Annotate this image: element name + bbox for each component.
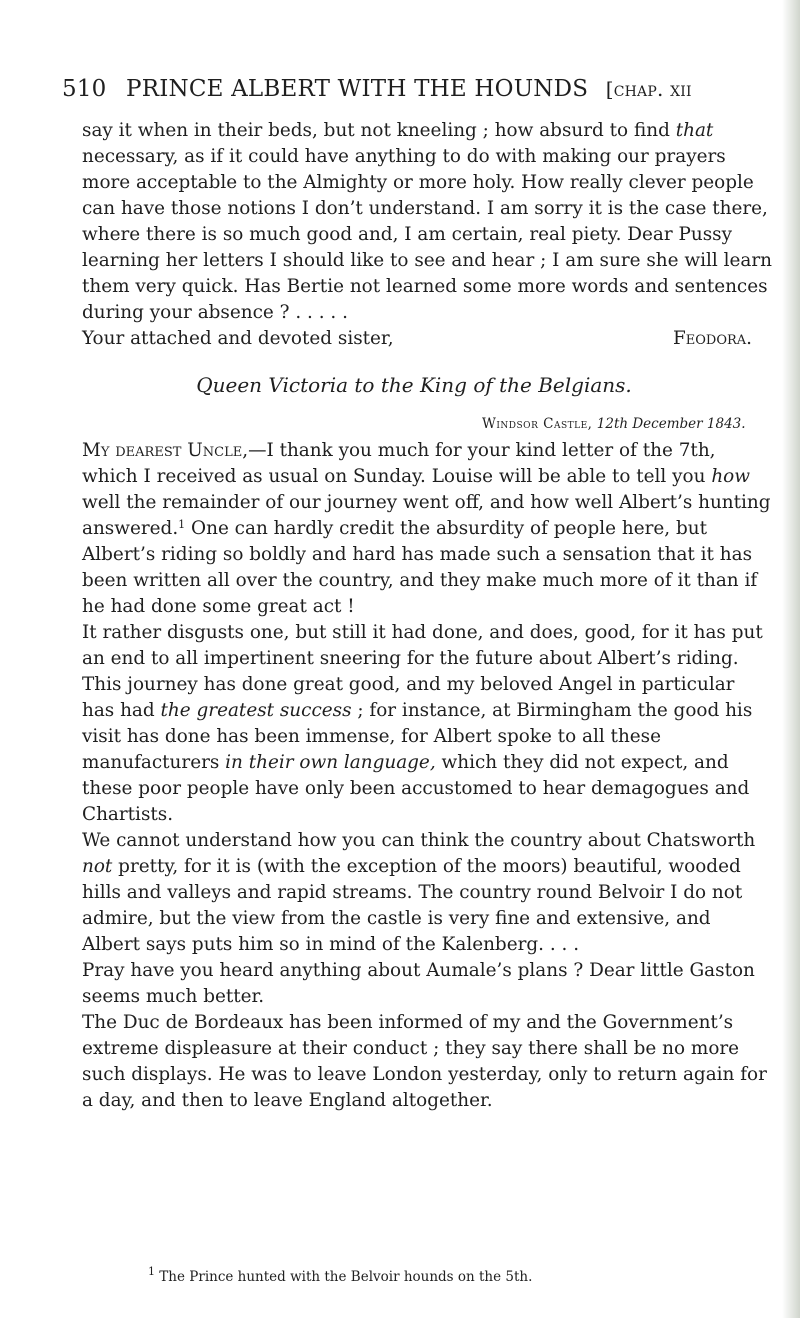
signature-name: Feodora. <box>672 328 752 349</box>
paragraph-2: It rather disgusts one, but still it had done, and does, good, for it has put an end to all impertinent sneering for the future about Albert’s riding. This journey has done great good, and my beloved Angel in particular has had the greatest success ; for instance, at Birmingham the good his visit has done has been immense, for Albert spoke to all these manufacturers in their own language, which they did not expect, and these poor people have only been accustomed to hear demagogues and Chartists. <box>82 622 763 825</box>
page-edge-shadow <box>782 0 800 1318</box>
signature-line <box>82 326 752 352</box>
continuation-paragraph: say it when in their beds, but not kneeling ; how absurd to find that necessary, as if it could have anything to do with making our prayers more acceptable to the Almighty or more holy. How really clever people can have those notions I don’t understand. I am sorry it is the case there, where there is so much good and, I am certain, real piety. Dear Pussy learning her letters I should like to see and hear ; I am sure she will learn them very quick. Has Bertie not learned some more words and sentences during your absence ? . . . . . <box>82 120 772 323</box>
footnote <box>148 1265 533 1285</box>
closing: Your attached and devoted sister, <box>82 328 394 349</box>
footnote-mark: 1 <box>148 1265 155 1278</box>
dateline <box>482 416 746 432</box>
footnote-ref: 1 <box>178 518 186 531</box>
footnote-text: The Prince hunted with the Belvoir hounds on the 5th. <box>159 1269 533 1285</box>
salutation: My dearest Uncle, <box>82 440 249 461</box>
chapter-marker: [chap. xii <box>605 77 692 101</box>
letter-body <box>82 438 772 1114</box>
paragraph-1: My dearest Uncle,—I thank you much for your kind letter of the 7th, which I received as usual on Sunday. Louise will be able to tell you how well the remainder of our journey went off, and how well Albert’s hunting answered.$^1$ One can hardly credit the absurdity of people here, but Albert’s riding so boldly and hard has made such a sensation that it has been written all over the country, and they make much more of it than if he had done some great act ! <box>82 440 771 617</box>
letter-continuation <box>82 118 772 352</box>
paragraph-4: Pray have you heard anything about Aumale’s plans ? Dear little Gaston seems much better. <box>82 960 755 1007</box>
dateline-place: Windsor Castle, <box>482 416 593 432</box>
page-number: 510 <box>62 76 107 102</box>
running-head <box>62 76 762 102</box>
running-title: PRINCE ALBERT WITH THE HOUNDS <box>126 76 589 102</box>
letter-heading: Queen Victoria to the King of the Belgians. <box>196 373 632 397</box>
paragraph-5: The Duc de Bordeaux has been informed of my and the Government’s extreme displeasure at their conduct ; they say there shall be no more such displays. He was to leave London yesterday, only to return again for a day, and then to leave England altogether. <box>82 1012 767 1111</box>
dateline-date: 12th December 1843. <box>596 416 746 432</box>
paragraph-3: We cannot understand how you can think the country about Chatsworth not pretty, for it is (with the exception of the moors) beautiful, wooded hills and valleys and rapid streams. The country round Belvoir I do not admire, but the view from the castle is very fine and extensive, and Albert says puts him so in mind of the Kalenberg. . . . <box>82 830 756 955</box>
